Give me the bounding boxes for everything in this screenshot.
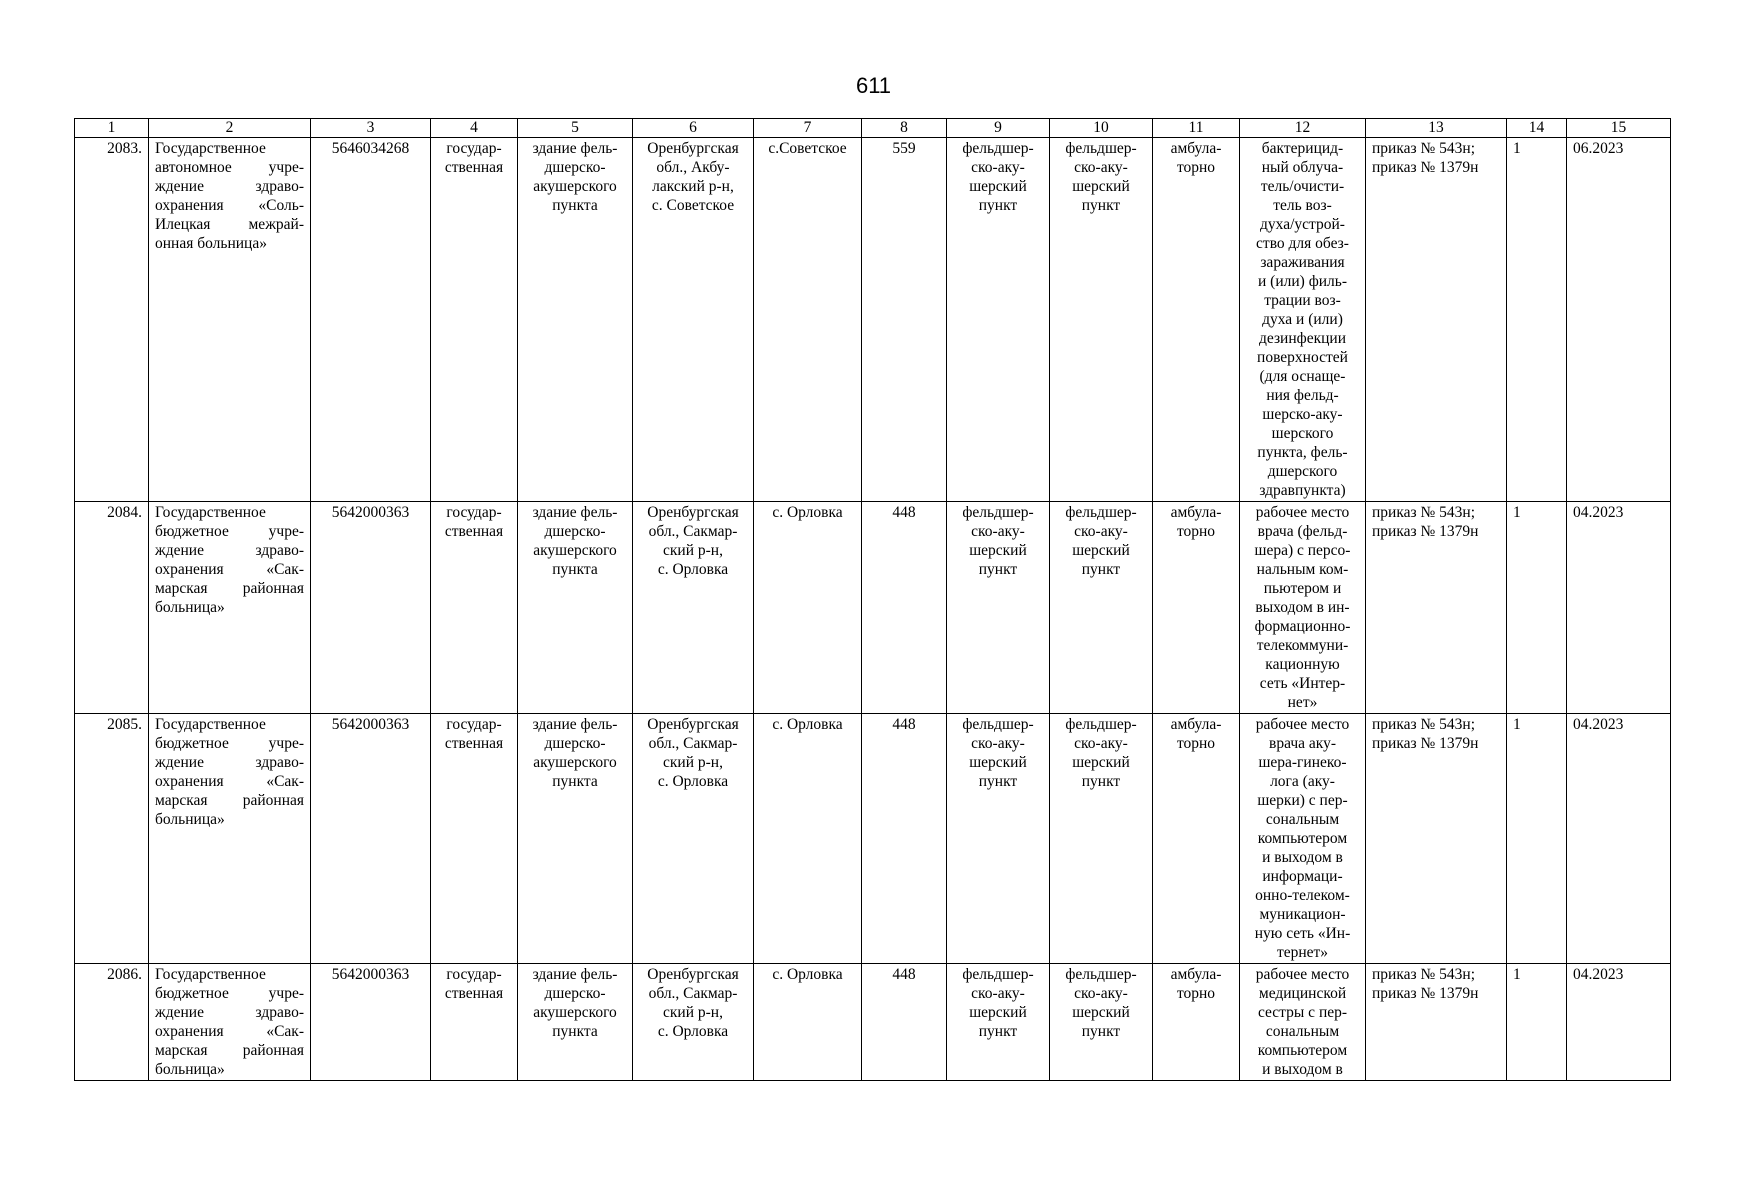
- ownership-cell: государ- ственная: [431, 964, 518, 1081]
- column-header: 2: [149, 119, 311, 138]
- address-cell: Оренбургская обл., Сакмар- ский р-н, с. Орловка: [633, 502, 754, 714]
- organization-cell: Государственное бюджетное учре-ждение здраво-охранения «Сак-марская районная больница»: [149, 964, 311, 1081]
- ownership-cell: государ- ственная: [431, 502, 518, 714]
- column-header: 1: [75, 119, 149, 138]
- equipment-cell: рабочее место врача аку- шера-гинеко- лога (аку- шерки) с пер- сональным компьютером и выходом в информаци- онно-телеком- муникацион- ную сеть «Ин- тернет»: [1240, 714, 1366, 964]
- quantity-cell: 1: [1507, 714, 1567, 964]
- care-type-cell: амбула- торно: [1153, 502, 1240, 714]
- locality-cell: с.Советское: [754, 138, 862, 502]
- column-header: 3: [311, 119, 431, 138]
- row-number-cell: 2086.: [75, 964, 149, 1081]
- inn-cell: 5642000363: [311, 964, 431, 1081]
- locality-cell: с. Орловка: [754, 502, 862, 714]
- table-row: [75, 714, 1671, 964]
- column-header: 12: [1240, 119, 1366, 138]
- organization-cell: Государственное бюджетное учре-ждение здраво-охранения «Сак-марская районная больница»: [149, 714, 311, 964]
- unit-cell: фельдшер- ско-аку- шерский пункт: [947, 502, 1050, 714]
- table-row: [75, 138, 1671, 502]
- date-cell: 04.2023: [1567, 502, 1671, 714]
- subunit-cell: фельдшер- ско-аку- шерский пункт: [1050, 964, 1153, 1081]
- code-cell: 448: [862, 502, 947, 714]
- inn-cell: 5642000363: [311, 502, 431, 714]
- ownership-cell: государ- ственная: [431, 714, 518, 964]
- registry-table: [74, 118, 1671, 1081]
- building-cell: здание фель- дшерско- акушерского пункта: [518, 714, 633, 964]
- code-cell: 448: [862, 964, 947, 1081]
- column-header: 15: [1567, 119, 1671, 138]
- inn-cell: 5642000363: [311, 714, 431, 964]
- equipment-cell: рабочее место медицинской сестры с пер- сональным компьютером и выходом в: [1240, 964, 1366, 1081]
- address-cell: Оренбургская обл., Сакмар- ский р-н, с. Орловка: [633, 714, 754, 964]
- locality-cell: с. Орловка: [754, 964, 862, 1081]
- order-cell: приказ № 543н; приказ № 1379н: [1366, 714, 1507, 964]
- code-cell: 559: [862, 138, 947, 502]
- care-type-cell: амбула- торно: [1153, 964, 1240, 1081]
- quantity-cell: 1: [1507, 964, 1567, 1081]
- row-number-cell: 2084.: [75, 502, 149, 714]
- organization-cell: Государственное бюджетное учре-ждение здраво-охранения «Сак-марская районная больница»: [149, 502, 311, 714]
- subunit-cell: фельдшер- ско-аку- шерский пункт: [1050, 714, 1153, 964]
- column-header: 9: [947, 119, 1050, 138]
- date-cell: 04.2023: [1567, 714, 1671, 964]
- building-cell: здание фель- дшерско- акушерского пункта: [518, 502, 633, 714]
- equipment-cell: бактерицид- ный облуча- тель/очисти- тель воз- духа/устрой- ство для обез- зараживания и (или) филь- трации воз- духа и (или) дезинфекции поверхностей (для оснаще- ния фельд- шерско-аку- шерского пункта, фель- дшерского здравпункта): [1240, 138, 1366, 502]
- unit-cell: фельдшер- ско-аку- шерский пункт: [947, 964, 1050, 1081]
- code-cell: 448: [862, 714, 947, 964]
- subunit-cell: фельдшер- ско-аку- шерский пункт: [1050, 502, 1153, 714]
- building-cell: здание фель- дшерско- акушерского пункта: [518, 964, 633, 1081]
- care-type-cell: амбула- торно: [1153, 138, 1240, 502]
- column-header: 10: [1050, 119, 1153, 138]
- table-row: [75, 964, 1671, 1081]
- column-header: 13: [1366, 119, 1507, 138]
- equipment-cell: рабочее место врача (фельд- шера) с персо- нальным ком- пьютером и выходом в ин- формационно- телекоммуни- кационную сеть «Интер- нет»: [1240, 502, 1366, 714]
- unit-cell: фельдшер- ско-аку- шерский пункт: [947, 138, 1050, 502]
- quantity-cell: 1: [1507, 502, 1567, 714]
- row-number-cell: 2085.: [75, 714, 149, 964]
- subunit-cell: фельдшер- ско-аку- шерский пункт: [1050, 138, 1153, 502]
- organization-cell: Государственное автономное учре-ждение здраво-охранения «Соль-Илецкая межрай-онная больница»: [149, 138, 311, 502]
- order-cell: приказ № 543н; приказ № 1379н: [1366, 502, 1507, 714]
- locality-cell: с. Орловка: [754, 714, 862, 964]
- page-number: 611: [855, 73, 892, 98]
- building-cell: здание фель- дшерско- акушерского пункта: [518, 138, 633, 502]
- date-cell: 06.2023: [1567, 138, 1671, 502]
- order-cell: приказ № 543н; приказ № 1379н: [1366, 964, 1507, 1081]
- column-header: 4: [431, 119, 518, 138]
- column-header: 8: [862, 119, 947, 138]
- table-row: [75, 502, 1671, 714]
- ownership-cell: государ- ственная: [431, 138, 518, 502]
- column-header: 11: [1153, 119, 1240, 138]
- care-type-cell: амбула- торно: [1153, 714, 1240, 964]
- table-header-row: [75, 119, 1671, 138]
- column-header: 7: [754, 119, 862, 138]
- column-header: 14: [1507, 119, 1567, 138]
- order-cell: приказ № 543н; приказ № 1379н: [1366, 138, 1507, 502]
- inn-cell: 5646034268: [311, 138, 431, 502]
- quantity-cell: 1: [1507, 138, 1567, 502]
- date-cell: 04.2023: [1567, 964, 1671, 1081]
- address-cell: Оренбургская обл., Акбу- лакский р-н, с. Советское: [633, 138, 754, 502]
- column-header: 5: [518, 119, 633, 138]
- row-number-cell: 2083.: [75, 138, 149, 502]
- column-header: 6: [633, 119, 754, 138]
- unit-cell: фельдшер- ско-аку- шерский пункт: [947, 714, 1050, 964]
- address-cell: Оренбургская обл., Сакмар- ский р-н, с. Орловка: [633, 964, 754, 1081]
